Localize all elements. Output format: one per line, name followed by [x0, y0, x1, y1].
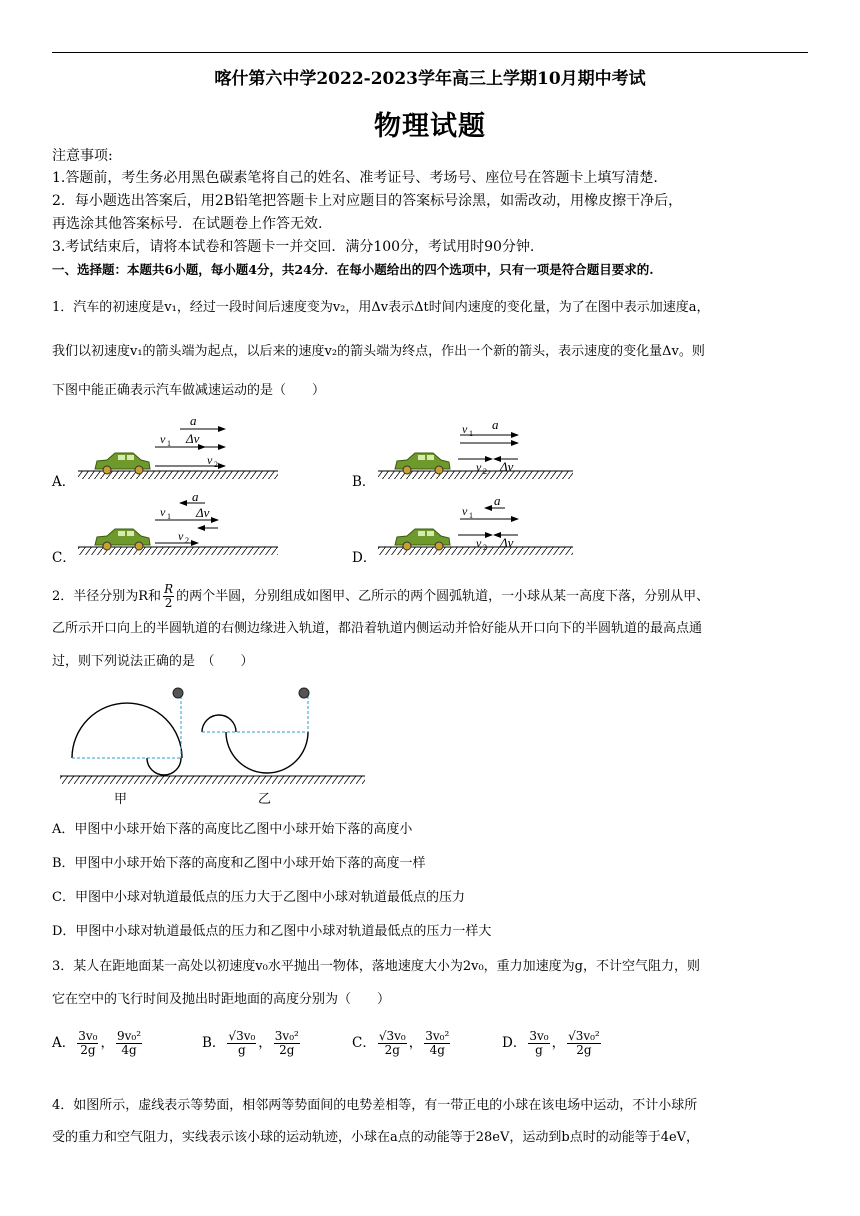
q1c-label-v1: v	[160, 505, 166, 519]
q2-option-a: A．甲图中小球开始下落的高度比乙图中小球开始下落的高度小	[52, 822, 413, 837]
q1-option-a-label: A．	[52, 474, 76, 490]
q3d-f1-num: 3v₀	[529, 1029, 549, 1043]
q3-line-2: 它在空中的飞行时间及抛出时距地面的高度分别为（ ）	[52, 992, 391, 1007]
q1c-label-dv: Δv	[196, 505, 210, 520]
q3d-sep: ，	[551, 1035, 566, 1051]
q1-option-b-label: B．	[352, 474, 376, 490]
q3a-f2-den: 4g	[121, 1043, 137, 1057]
q3a-f1-num: 3v₀	[78, 1029, 98, 1043]
q3b-f2-den: 2g	[279, 1043, 295, 1057]
q3a-f1-den: 2g	[80, 1043, 96, 1057]
q2-line-3: 过，则下列说法正确的是 （ ）	[52, 654, 254, 669]
q3d-frac-1	[528, 1030, 549, 1057]
q2-line-1	[52, 583, 812, 610]
top-rule	[52, 52, 808, 53]
q3-option-d-label: D．	[502, 1035, 527, 1051]
section-heading: 一、选择题：本题共6小题，每小题4分，共24分．在每小题给出的四个选项中，只有一项是符合题目要求的.	[52, 262, 654, 277]
q3-option-a	[52, 1030, 144, 1057]
q3d-f2-den: 2g	[576, 1043, 592, 1057]
notice-item-2-cont: 再选涂其他答案标号．在试题卷上作答无效.	[52, 216, 323, 232]
q3a-sep: ，	[100, 1035, 114, 1051]
q2-figure	[50, 680, 390, 810]
q1b-label-v2: v	[476, 460, 482, 474]
q1-figure-d	[378, 493, 573, 555]
q3d-f2-num: √3v₀²	[568, 1029, 600, 1043]
q3c-f2-num: 3v₀²	[425, 1029, 450, 1043]
notice-heading: 注意事项:	[52, 148, 113, 164]
notice-item-3: 3.考试结束后，请将本试卷和答题卡一并交回．满分100分，考试用时90分钟.	[52, 239, 535, 255]
q3-option-c-label: C．	[352, 1035, 376, 1051]
q1a-label-v1: v	[160, 432, 166, 446]
q1a-label-v2-sub: 2	[214, 460, 218, 469]
q3a-f2-num: 9v₀²	[116, 1029, 142, 1043]
q2-option-c: C．甲图中小球对轨道最低点的压力大于乙图中小球对轨道最低点的压力	[52, 890, 465, 905]
q1b-label-a: a	[492, 417, 499, 432]
q3b-sep: ，	[258, 1035, 272, 1051]
q2-fig-label-yi: 乙	[258, 791, 272, 806]
q1-figure-b	[378, 417, 573, 479]
q1c-label-v2: v	[178, 529, 184, 543]
q1-line-1: 1．汽车的初速度是v₁，经过一段时间后速度变为v₂，用Δv表示Δt时间内速度的变化量，为了在图中表示加速度a，	[52, 300, 710, 315]
q2-fraction	[163, 583, 174, 610]
q3d-frac-2	[567, 1030, 601, 1057]
q3-option-a-label: A．	[52, 1035, 76, 1051]
q3c-frac-1	[378, 1030, 407, 1057]
q1d-label-v2-sub: 2	[483, 543, 487, 552]
q1b-label-v1: v	[462, 422, 468, 436]
q1d-label-a: a	[494, 493, 501, 508]
q1-line-3: 下图中能正确表示汽车做减速运动的是（ ）	[52, 383, 326, 398]
q2-line-1-end: 的两个半圆，分别组成如图甲、乙所示的两个圆弧轨道，一小球从某一高度下落，分别从甲、	[176, 589, 710, 604]
q3c-f2-den: 4g	[429, 1043, 445, 1057]
q3c-f1-den: 2g	[384, 1043, 400, 1057]
q1c-label-v2-sub: 2	[185, 536, 189, 545]
exam-title: 物理试题	[374, 111, 486, 142]
q1-option-c-label: C．	[52, 550, 76, 566]
q1-figure-a	[78, 413, 278, 479]
q1-option-d-label: D．	[352, 550, 377, 566]
q4-line-1: 4．如图所示，虚线表示等势面，相邻两等势面间的电势差相等，有一带正电的小球在该电场中运动，不计小球所	[52, 1098, 698, 1113]
q2-option-b: B．甲图中小球开始下落的高度和乙图中小球开始下落的高度一样	[52, 856, 426, 871]
q1a-label-dv: Δv	[186, 431, 200, 446]
q3b-f1-den: g	[238, 1043, 246, 1057]
q3-option-d	[502, 1030, 603, 1057]
q2-fraction-num: R	[164, 582, 174, 596]
q1d-label-dv: Δv	[500, 535, 514, 550]
notice-item-1: 1.答题前，考生务必用黑色碳素笔将自己的姓名、准考证号、考场号、座位号在答题卡上填写清楚.	[52, 170, 658, 186]
q3c-sep: ，	[408, 1035, 423, 1051]
q3a-frac-1	[77, 1030, 98, 1057]
q1-figure-c	[78, 489, 278, 555]
q2-fraction-den: 2	[164, 596, 173, 610]
notice-item-2: 2．每小题选出答案后，用2B铅笔把答题卡上对应题目的答案标号涂黑，如需改动，用橡皮擦干净后，	[52, 193, 683, 209]
q2-fig-label-jia: 甲	[114, 791, 128, 806]
q3-option-b	[202, 1030, 302, 1057]
q3b-f2-num: 3v₀²	[274, 1029, 299, 1043]
q2-line-1-start: 2．半径分别为R和	[52, 589, 162, 604]
q1c-label-a: a	[192, 489, 199, 504]
q2-line-2: 乙所示开口向上的半圆轨道的右侧边缘进入轨道，都沿着轨道内侧运动并恰好能从开口向下的半圆轨道的最高点通	[52, 621, 703, 636]
q3-option-b-label: B．	[202, 1035, 226, 1051]
q3c-frac-2	[424, 1030, 450, 1057]
q3b-frac-2	[274, 1030, 300, 1057]
q2-option-d: D．甲图中小球对轨道最低点的压力和乙图中小球对轨道最低点的压力一样大	[52, 924, 492, 939]
q1b-label-v2-sub: 2	[483, 467, 487, 476]
q1b-label-v1-sub: 1	[469, 429, 473, 438]
q1c-label-v1-sub: 1	[167, 512, 171, 521]
q3d-f1-den: g	[535, 1043, 543, 1057]
q3a-frac-2	[116, 1030, 142, 1057]
q1-line-2: 我们以初速度v₁的箭头端为起点，以后来的速度v₂的箭头端为终点，作出一个新的箭头，表示速度的变化量Δv。则	[52, 344, 705, 359]
q1d-label-v1: v	[462, 504, 468, 518]
q1a-label-v1-sub: 1	[167, 439, 171, 448]
q1d-label-v2: v	[476, 536, 482, 550]
q3b-f1-num: √3v₀	[228, 1029, 256, 1043]
q1d-label-v1-sub: 1	[469, 511, 473, 520]
q3-option-c	[352, 1030, 452, 1057]
q1a-label-a: a	[190, 413, 197, 428]
q1b-label-dv: Δv	[500, 459, 514, 474]
q3-line-1: 3．某人在距地面某一高处以初速度v₀水平抛出一物体，落地速度大小为2v₀，重力加速度为g，不计空气阻力，则	[52, 959, 700, 974]
school-title: 喀什第六中学2022-2023学年高三上学期10月期中考试	[214, 69, 646, 89]
q1a-label-v2: v	[207, 453, 213, 467]
q3b-frac-1	[227, 1030, 256, 1057]
q1-figures	[0, 405, 860, 565]
q4-line-2: 受的重力和空气阻力，实线表示该小球的运动轨迹，小球在a点的动能等于28eV，运动到b点时的动能等于4eV，	[52, 1130, 700, 1145]
q3c-f1-num: √3v₀	[378, 1029, 406, 1043]
